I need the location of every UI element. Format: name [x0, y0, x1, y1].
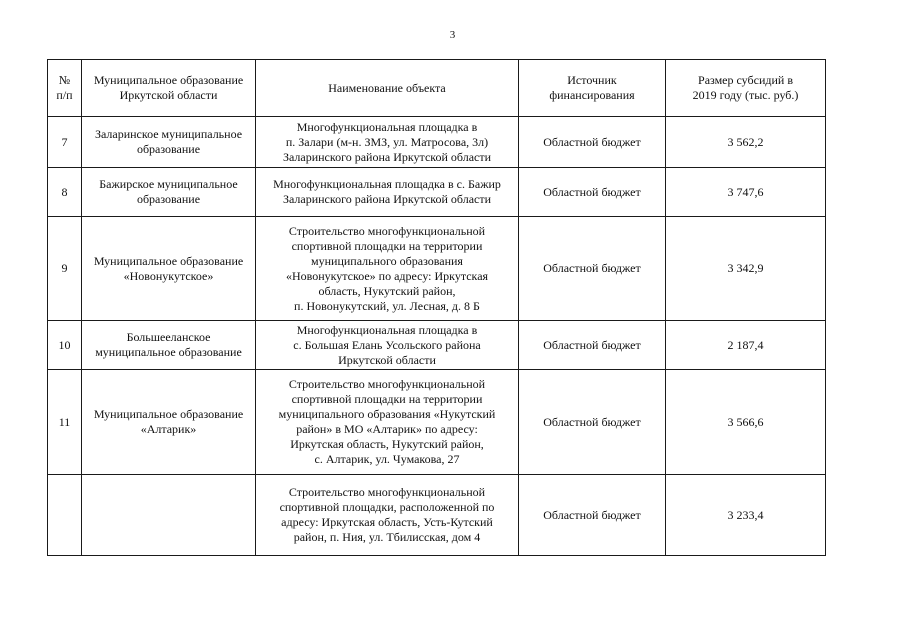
cell-object: Строительство многофункциональной спортивной площадки, расположенной по адресу: Иркутская область, Усть-Кутский район, п. Ния, ул. Тбилисская, дом 4 [256, 475, 519, 556]
cell-amount: 3 747,6 [666, 168, 826, 217]
header-object: Наименование объекта [256, 60, 519, 117]
table-header-row [48, 60, 826, 117]
cell-num: 7 [48, 117, 82, 168]
cell-object: Строительство многофункциональной спортивной площадки на территории муниципального образования «Нукутский район» в МО «Алтарик» по адресу: Иркутская область, Нукутский район, с. Алтарик, ул. Чумакова, 27 [256, 370, 519, 475]
header-num: № п/п [48, 60, 82, 117]
cell-source: Областной бюджет [519, 475, 666, 556]
cell-source: Областной бюджет [519, 321, 666, 370]
cell-amount: 3 566,6 [666, 370, 826, 475]
table-row [48, 168, 826, 217]
cell-num [48, 475, 82, 556]
page-number: 3 [449, 29, 456, 41]
cell-source: Областной бюджет [519, 370, 666, 475]
cell-source: Областной бюджет [519, 168, 666, 217]
cell-municipality: Бажирское муниципальное образование [82, 168, 256, 217]
cell-municipality: Муниципальное образование «Новонукутское» [82, 217, 256, 321]
cell-amount: 3 233,4 [666, 475, 826, 556]
header-source: Источник финансирования [519, 60, 666, 117]
cell-num: 9 [48, 217, 82, 321]
cell-object: Строительство многофункциональной спортивной площадки на территории муниципального образования «Новонукутское» по адресу: Иркутская область, Нукутский район, п. Новонукутский, ул. Лесная, д. 8 Б [256, 217, 519, 321]
cell-source: Областной бюджет [519, 217, 666, 321]
cell-municipality: Большееланское муниципальное образование [82, 321, 256, 370]
cell-municipality: Заларинское муниципальное образование [82, 117, 256, 168]
cell-municipality [82, 475, 256, 556]
header-amount: Размер субсидий в 2019 году (тыс. руб.) [666, 60, 826, 117]
table-row [48, 475, 826, 556]
cell-num: 8 [48, 168, 82, 217]
cell-amount: 3 342,9 [666, 217, 826, 321]
table-row [48, 217, 826, 321]
cell-municipality: Муниципальное образование «Алтарик» [82, 370, 256, 475]
cell-amount: 2 187,4 [666, 321, 826, 370]
cell-object: Многофункциональная площадка в с. Бажир Заларинского района Иркутской области [256, 168, 519, 217]
subsidies-table [47, 59, 826, 556]
table-row [48, 321, 826, 370]
header-municipality: Муниципальное образование Иркутской области [82, 60, 256, 117]
cell-object: Многофункциональная площадка в п. Залари (м-н. ЗМЗ, ул. Матросова, 3л) Заларинского района Иркутской области [256, 117, 519, 168]
table-row [48, 370, 826, 475]
cell-object: Многофункциональная площадка в с. Большая Елань Усольского района Иркутской области [256, 321, 519, 370]
cell-num: 10 [48, 321, 82, 370]
cell-amount: 3 562,2 [666, 117, 826, 168]
cell-source: Областной бюджет [519, 117, 666, 168]
cell-num: 11 [48, 370, 82, 475]
table-row [48, 117, 826, 168]
